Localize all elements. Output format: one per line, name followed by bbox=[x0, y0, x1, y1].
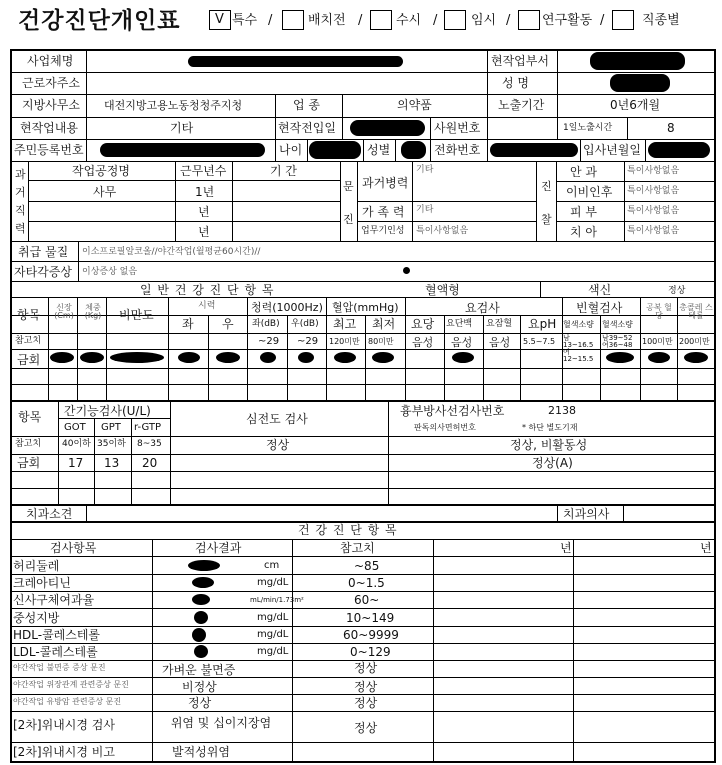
got-ref: 40이하 bbox=[62, 439, 91, 449]
exam-ent-label: 이비인후 bbox=[566, 185, 613, 199]
urine-ph: 요pH bbox=[528, 317, 557, 331]
exposure-label: 노출기간 bbox=[498, 98, 545, 112]
col-period: 기 간 bbox=[270, 164, 297, 178]
redaction bbox=[334, 352, 356, 363]
exam-ent-value: 특이사항없음 bbox=[627, 186, 680, 196]
redaction bbox=[590, 52, 685, 70]
name-label: 성 명 bbox=[502, 76, 529, 90]
got-result: 17 bbox=[68, 456, 84, 470]
ref-ldl: 0~129 bbox=[350, 645, 391, 659]
separator: / bbox=[268, 13, 273, 28]
hearing-left: 좌(dB) bbox=[252, 319, 280, 329]
col-item: 검사항목 bbox=[50, 541, 97, 555]
result-endoscopy: 위염 및 십이지장염 bbox=[170, 716, 272, 730]
redaction bbox=[648, 142, 710, 158]
color-vision-value: 정상 bbox=[668, 286, 686, 296]
exam-teeth-value: 특이사항없음 bbox=[627, 226, 680, 236]
ref-urine-ph: 5.5~7.5 bbox=[523, 337, 556, 346]
xray-ref: 정상, 비활동성 bbox=[510, 438, 588, 452]
ref-label: 참고치 bbox=[15, 336, 42, 346]
bp-label: 혈압(mmHg) bbox=[332, 301, 399, 314]
family-history-value: 기타 bbox=[416, 205, 434, 215]
phone-label: 전화번호 bbox=[434, 143, 481, 157]
ref-egfr: 60~ bbox=[354, 593, 380, 607]
handling-label: 취급 물질 bbox=[18, 245, 69, 259]
redaction bbox=[50, 352, 74, 363]
career-years-3: 년 bbox=[198, 225, 210, 239]
vision-right: 우 bbox=[222, 317, 234, 331]
separator: / bbox=[433, 13, 438, 28]
job-label: 현작업내용 bbox=[20, 121, 78, 135]
liver-ref-label: 참고치 bbox=[15, 439, 42, 449]
hire-date-label: 입사년월일 bbox=[583, 143, 641, 157]
frame-top bbox=[10, 49, 716, 51]
career-process-1: 사무 bbox=[93, 185, 117, 199]
option-label-occasional: 수시 bbox=[396, 13, 422, 28]
ref-bp-max: 120미만 bbox=[329, 337, 360, 346]
fbs-label: 공복 혈당 bbox=[646, 303, 672, 320]
result-label: 금회 bbox=[17, 353, 41, 367]
hearing-label: 청력(1000Hz) bbox=[251, 301, 323, 314]
hemoglobin-label: 혈색소량 bbox=[563, 320, 594, 329]
ref-urine-blood: 음성 bbox=[489, 336, 511, 349]
obesity-label: 비만도 bbox=[119, 308, 154, 322]
past-history-label: 과거병력 bbox=[362, 176, 409, 190]
redaction bbox=[260, 352, 276, 363]
result-insomnia: 가벼운 불면증 bbox=[162, 663, 236, 677]
result-endoscopy-note: 발적성위염 bbox=[172, 745, 230, 759]
xray-title: 흉부방사선검사번호 bbox=[400, 404, 505, 418]
general-title: 일 반 건 강 진 단 항 목 bbox=[140, 283, 275, 297]
career-side-3: 직 bbox=[15, 204, 26, 217]
redaction bbox=[606, 352, 634, 363]
branch-value: 대전지방고용노동청청주지청 bbox=[104, 99, 243, 112]
checkbox-occupation[interactable] bbox=[612, 10, 634, 30]
career-years-2: 년 bbox=[198, 205, 210, 219]
option-label-temporary: 임시 bbox=[471, 13, 497, 28]
handling-value: 이소프로필알코올//야간작업(월평균60시간)// bbox=[82, 247, 261, 257]
sex-label: 성별 bbox=[367, 143, 391, 157]
row-insomnia: 야간작업 불면증 증상 문진 bbox=[13, 663, 106, 672]
exam-skin-value: 특이사항없음 bbox=[627, 206, 680, 216]
redaction bbox=[216, 352, 240, 363]
redaction bbox=[490, 143, 578, 157]
redaction bbox=[350, 120, 425, 136]
redaction bbox=[610, 74, 670, 92]
row-ldl: LDL-콜레스테롤 bbox=[13, 645, 98, 659]
ref-insomnia: 정상 bbox=[354, 661, 378, 675]
workplace-label: 근로자주소 bbox=[22, 76, 80, 90]
dept-label: 현작업부서 bbox=[491, 54, 549, 68]
redaction bbox=[188, 560, 220, 571]
unit-ldl: mg/dL bbox=[257, 646, 289, 657]
hearing-right: 우(dB) bbox=[291, 319, 319, 329]
join-date-label: 현작전입일 bbox=[278, 121, 336, 135]
weight-label: 체중 (Kg) bbox=[84, 303, 102, 320]
ref-hearing-right: ~29 bbox=[297, 336, 319, 347]
xray-sub2: * 하단 별도기재 bbox=[522, 423, 578, 432]
exam-skin-label: 피 부 bbox=[570, 205, 597, 219]
redaction bbox=[100, 143, 265, 157]
company-label: 사업체명 bbox=[27, 54, 74, 68]
exam-eye-value: 특이사항없음 bbox=[627, 166, 680, 176]
vision-left: 좌 bbox=[182, 317, 194, 331]
rrn-label: 주민등록번호 bbox=[14, 143, 84, 157]
ref-hearing-left: ~29 bbox=[258, 336, 280, 347]
rgtp-ref: 8~35 bbox=[137, 439, 162, 449]
exposure-value: 0년6개월 bbox=[610, 98, 661, 112]
hematocrit-label: 혈색소량 bbox=[602, 320, 633, 329]
unit-waist: cm bbox=[264, 560, 280, 571]
row-hdl: HDL-콜레스테롤 bbox=[13, 628, 101, 642]
checkbox-occasional[interactable] bbox=[370, 10, 392, 30]
redaction bbox=[192, 628, 206, 642]
checkbox-temporary[interactable] bbox=[444, 10, 466, 30]
ref-breast: 정상 bbox=[354, 696, 378, 710]
redaction bbox=[372, 352, 394, 363]
row-creatinine: 크레아티닌 bbox=[13, 576, 71, 590]
option-label-special: 특수 bbox=[232, 13, 258, 28]
redaction bbox=[80, 352, 104, 363]
row-gastro: 야간작업 위장관계 관련증상 문진 bbox=[13, 680, 129, 689]
separator: / bbox=[506, 13, 511, 28]
bp-min: 최저 bbox=[372, 317, 396, 331]
ref-urine-sugar: 음성 bbox=[412, 336, 434, 349]
exam-side-1: 진 bbox=[541, 180, 552, 193]
gpt-ref: 35이하 bbox=[97, 439, 126, 449]
gpt-label: GPT bbox=[101, 422, 121, 433]
unit-egfr: mL/min/1.73m² bbox=[250, 596, 304, 604]
unit-hdl: mg/dL bbox=[257, 629, 289, 640]
xray-sub1: 판독의사면허번호 bbox=[414, 423, 476, 432]
vision-label: 시력 bbox=[198, 301, 216, 311]
option-label-research: 연구활동 bbox=[542, 13, 593, 28]
item-label: 항목 bbox=[17, 308, 41, 322]
col-ref: 참고치 bbox=[340, 541, 375, 555]
height-label: 신장 (Cm) bbox=[54, 303, 74, 320]
ecg-title: 심전도 검사 bbox=[246, 412, 308, 426]
occ-label: 업무기인성 bbox=[361, 226, 405, 236]
checkbox-research[interactable] bbox=[518, 10, 540, 30]
interview-side-1: 문 bbox=[343, 180, 354, 193]
frame-right bbox=[714, 49, 716, 763]
ref-gastro: 정상 bbox=[354, 680, 378, 694]
ref-waist: ~85 bbox=[354, 559, 380, 573]
checkmark: V bbox=[215, 12, 224, 27]
xray-number: 2138 bbox=[548, 404, 576, 417]
separator: / bbox=[358, 13, 363, 28]
rgtp-result: 20 bbox=[142, 456, 158, 470]
branch-label: 지방사무소 bbox=[22, 98, 80, 112]
row-endoscopy-note: [2차]위내시경 비고 bbox=[13, 745, 115, 759]
color-vision-label: 색신 bbox=[588, 283, 612, 297]
ref-creatinine: 0~1.5 bbox=[348, 576, 385, 590]
page-title: 건강진단개인표 bbox=[18, 8, 181, 34]
option-label-pre-placement: 배치전 bbox=[308, 13, 346, 28]
result-gastro: 비정상 bbox=[182, 680, 217, 694]
dot bbox=[403, 267, 410, 274]
result-breast: 정상 bbox=[188, 696, 212, 710]
occ-value: 특이사항없음 bbox=[416, 226, 469, 236]
career-side-2: 거 bbox=[15, 186, 26, 199]
exam-teeth-label: 치 아 bbox=[570, 225, 597, 239]
daily-exposure-value: 8 bbox=[667, 121, 675, 135]
past-history-value: 기타 bbox=[416, 165, 434, 175]
ref-hematocrit: 남39~52 여36~48 bbox=[602, 334, 633, 349]
dental-label: 치과소견 bbox=[26, 507, 73, 521]
exam-eye-label: 안 과 bbox=[570, 165, 597, 179]
col-year2: 년 bbox=[700, 541, 712, 555]
row-triglyceride: 중성지방 bbox=[13, 611, 60, 625]
col-years: 근무년수 bbox=[180, 164, 227, 178]
redaction bbox=[194, 611, 208, 624]
row-endoscopy: [2차]위내시경 검사 bbox=[13, 718, 115, 732]
got-label: GOT bbox=[64, 422, 86, 433]
chol-label: 총콜레 스테롤 bbox=[679, 303, 713, 320]
redaction bbox=[452, 352, 474, 363]
redaction bbox=[648, 352, 670, 363]
career-years-1: 1년 bbox=[195, 185, 215, 199]
redaction bbox=[684, 352, 708, 363]
row-waist: 허리둘레 bbox=[13, 559, 60, 573]
ref-fbs: 100미만 bbox=[642, 337, 673, 346]
redaction bbox=[401, 141, 426, 159]
gpt-result: 13 bbox=[104, 456, 120, 470]
redaction bbox=[188, 56, 403, 67]
urine-protein: 요단백 bbox=[446, 319, 473, 329]
rgtp-label: r-GTP bbox=[134, 422, 161, 433]
health-title: 건 강 진 단 항 목 bbox=[298, 523, 398, 537]
ref-urine-protein: 음성 bbox=[451, 336, 473, 349]
career-side-4: 력 bbox=[15, 222, 26, 235]
blood-type-label: 혈액형 bbox=[425, 283, 460, 297]
ref-hemoglobin: 남13~16.5 여12~15.5 bbox=[563, 334, 594, 363]
urine-blood: 요잠혈 bbox=[486, 319, 513, 329]
ref-chol: 200미만 bbox=[679, 337, 710, 346]
redaction bbox=[309, 141, 361, 159]
anemia-label: 빈혈검사 bbox=[576, 301, 623, 315]
ecg-ref: 정상 bbox=[266, 438, 290, 452]
industry-value: 의약품 bbox=[397, 98, 432, 112]
urine-sugar: 요당 bbox=[411, 317, 435, 331]
option-label-occupation: 직종별 bbox=[642, 13, 680, 28]
age-label: 나이 bbox=[279, 143, 303, 157]
col-result: 검사결과 bbox=[195, 541, 242, 555]
redaction bbox=[178, 352, 200, 363]
ref-endoscopy: 정상 bbox=[354, 721, 378, 735]
symptoms-value: 이상증상 없음 bbox=[82, 267, 138, 277]
family-history-label: 가 족 력 bbox=[362, 205, 405, 219]
unit-creatinine: mg/dL bbox=[257, 577, 289, 588]
ref-bp-min: 80미만 bbox=[368, 337, 394, 346]
liver-title: 간기능검사(U/L) bbox=[64, 404, 151, 418]
unit-triglyceride: mg/dL bbox=[257, 612, 289, 623]
redaction bbox=[192, 594, 210, 605]
col-process: 작업공정명 bbox=[72, 164, 130, 178]
symptoms-label: 자타각증상 bbox=[14, 265, 72, 279]
daily-exposure-label: 1일노출시간 bbox=[563, 123, 613, 133]
ref-hdl: 60~9999 bbox=[343, 628, 399, 642]
separator: / bbox=[600, 13, 605, 28]
exam-side-2: 찰 bbox=[541, 213, 552, 226]
industry-label: 업 종 bbox=[293, 98, 320, 112]
job-value: 기타 bbox=[170, 121, 194, 135]
frame-left bbox=[10, 49, 12, 763]
row-breast: 야간작업 유방암 관련증상 문진 bbox=[13, 697, 122, 706]
liver-item-label: 항목 bbox=[18, 410, 42, 424]
liver-result-label: 금회 bbox=[17, 456, 41, 470]
dental-doctor-label: 치과의사 bbox=[563, 507, 610, 521]
interview-side-2: 진 bbox=[343, 213, 354, 226]
row-egfr: 신사구체여과율 bbox=[13, 593, 95, 607]
col-year1: 년 bbox=[560, 541, 572, 555]
ref-triglyceride: 10~149 bbox=[346, 611, 395, 625]
redaction bbox=[192, 577, 214, 588]
xray-result: 정상(A) bbox=[532, 456, 573, 470]
empno-label: 사원번호 bbox=[434, 121, 481, 135]
redaction bbox=[298, 352, 314, 363]
urine-label: 요검사 bbox=[465, 301, 500, 315]
bp-max: 최고 bbox=[333, 317, 357, 331]
checkbox-pre-placement[interactable] bbox=[282, 10, 304, 30]
redaction bbox=[194, 645, 208, 658]
redaction bbox=[110, 352, 164, 363]
career-side-1: 과 bbox=[15, 168, 26, 181]
frame-bottom bbox=[10, 761, 716, 763]
